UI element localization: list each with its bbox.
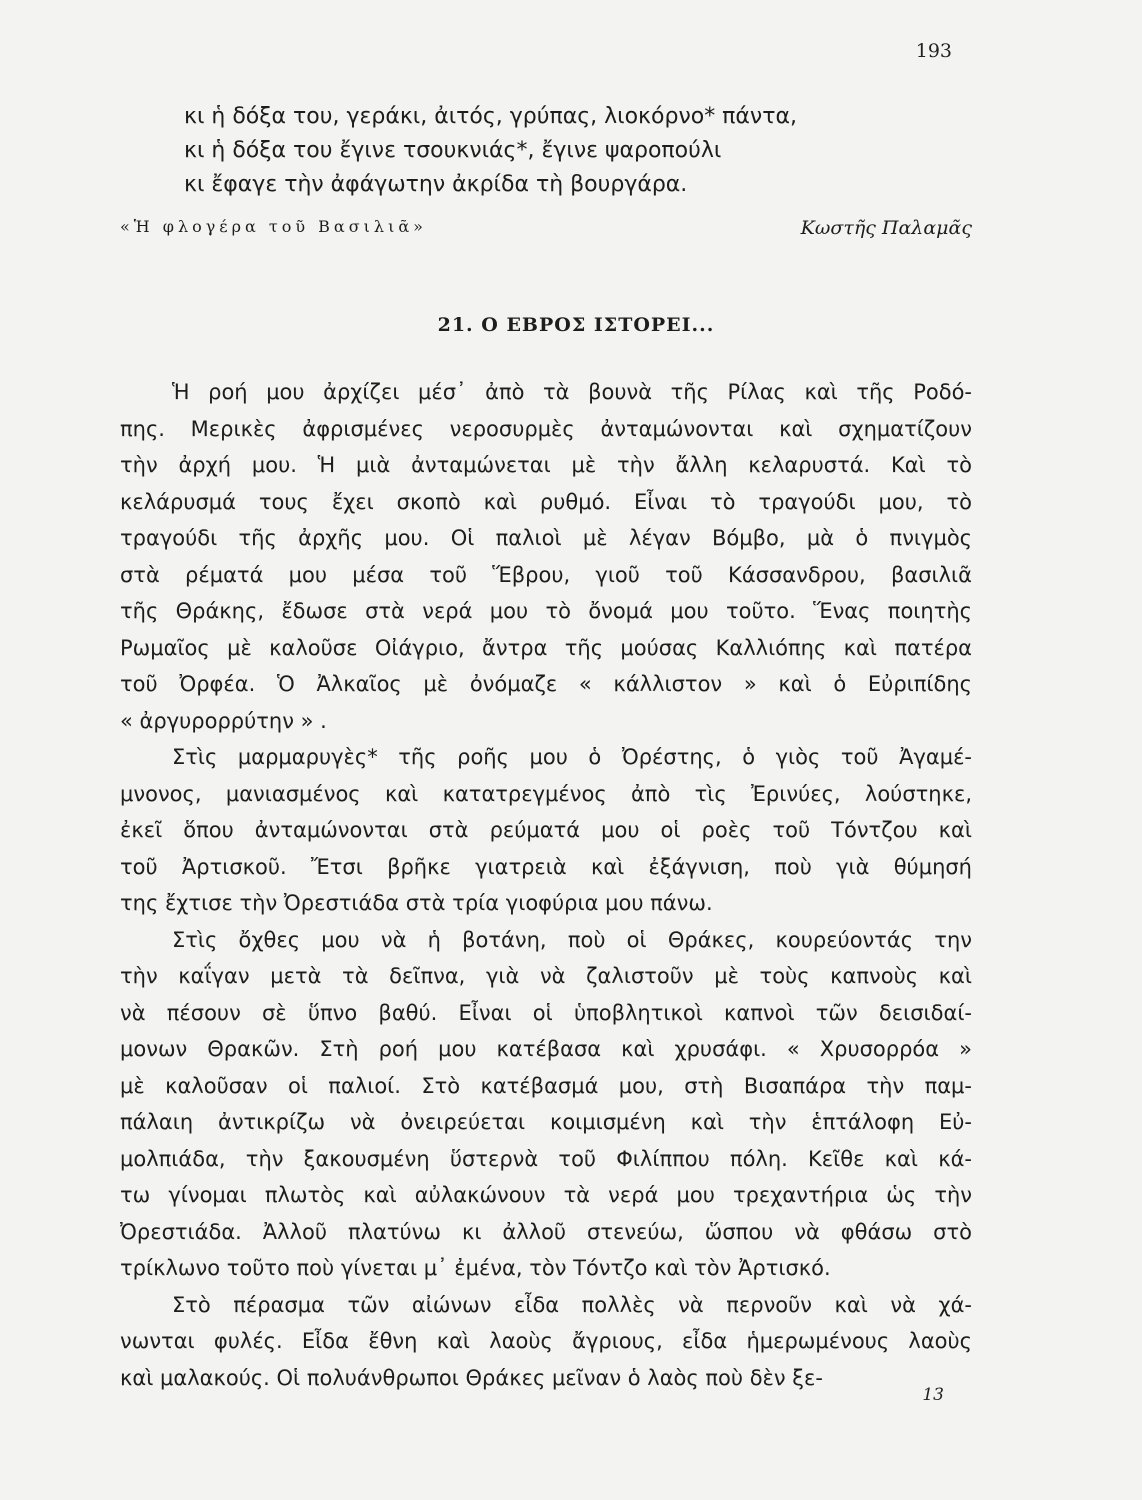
text-line: τω γίνομαι πλωτὸς καὶ αὐλακώνουν τὰ νερά μου τρεχαντήρια ὡς τὴν	[120, 1183, 972, 1207]
text-line: μνονος, μανιασμένος καὶ κατατρεγμένος ἀπὸ τὶς Ἐρινύες, λούστηκε,	[120, 781, 972, 806]
text-line: τὴν ἀρχή μου. Ἡ μιὰ ἀνταμώνεται μὲ τὴν ἄλλη κελαρυστά. Καὶ τὸ	[120, 453, 972, 477]
page-number: 193	[915, 40, 952, 62]
text-line: της ἔχτισε τὴν Ὀρεστιάδα στὰ τρία γιοφύρια μου πάνω.	[120, 891, 713, 915]
text-line: μὲ καλοῦσαν οἱ παλιοί. Στὸ κατέβασμά μου, στὴ Βισαπάρα τὴν παμ-	[120, 1073, 972, 1098]
text-line: στὰ ρέματά μου μέσα τοῦ Ἕβρου, γιοῦ τοῦ Κάσσανδρου, βασιλιᾶ	[120, 562, 972, 587]
text-line: νὰ πέσουν σὲ ὕπνο βαθύ. Εἶναι οἱ ὑποβλητικοὶ καπνοὶ τῶν δεισιδαί-	[120, 1000, 972, 1025]
text-line: τραγούδι τῆς ἀρχῆς μου. Οἱ παλιοὶ μὲ λέγαν Βόμβο, μὰ ὁ πνιγμὸς	[120, 526, 972, 550]
text-line: Στὸ πέρασμα τῶν αἰώνων εἶδα πολλὲς νὰ περνοῦν καὶ νὰ χά-	[172, 1292, 972, 1317]
text-line: τρίκλωνο τοῦτο ποὺ γίνεται μ᾽ ἐμένα, τὸν Τόντζο καὶ τὸν Ἀρτισκό.	[120, 1256, 831, 1280]
text-line: νωνται φυλές. Εἶδα ἔθνη καὶ λαοὺς ἄγριους, εἶδα ἡμερωμένους λαοὺς	[120, 1329, 972, 1353]
text-line: τὴν καΐγαν μετὰ τὰ δεῖπνα, γιὰ νὰ ζαλιστοῦν μὲ τοὺς καπνοὺς καὶ	[120, 964, 972, 988]
text-line: Στὶς μαρμαρυγὲς* τῆς ροῆς μου ὁ Ὀρέστης, ὁ γιὸς τοῦ Ἀγαμέ-	[172, 745, 972, 769]
text-line: τοῦ Ὀρφέα. Ὁ Ἀλκαῖος μὲ ὀνόμαζε « κάλλιστον » καὶ ὁ Εὐριπίδης	[120, 672, 972, 696]
text-line: Ἡ ροή μου ἀρχίζει μέσ᾽ ἀπὸ τὰ βουνὰ τῆς Ρίλας καὶ τῆς Ροδό-	[172, 380, 972, 404]
paragraph	[120, 922, 972, 1287]
text-line: ἐκεῖ ὅπου ἀνταμώνονται στὰ ρεύματά μου οἱ ροὲς τοῦ Τόντζου καὶ	[120, 818, 972, 842]
text-line: πης. Μερικὲς ἀφρισμένες νεροσυρμὲς ἀνταμώνονται καὶ σχηματίζουν	[120, 416, 972, 441]
signature-mark: 13	[922, 1385, 944, 1405]
paragraph	[120, 739, 972, 922]
paragraph	[120, 374, 972, 739]
poem-excerpt	[184, 100, 944, 202]
text-line: μονων Θρακῶν. Στὴ ροή μου κατέβασα καὶ χρυσάφι. « Χρυσορρόα »	[120, 1037, 972, 1061]
chapter-title: 21. Ο ΕΒΡΟΣ ΙΣΤΟΡΕΙ...	[437, 314, 715, 336]
poem-line: κι ἡ δόξα του, γεράκι, ἀιτός, γρύπας, λιοκόρνο* πάντα,	[184, 104, 797, 129]
text-line: « ἀργυρορρύτην » .	[120, 708, 327, 733]
text-line: μολπιάδα, τὴν ξακουσμένη ὕστερνὰ τοῦ Φιλίππου πόλη. Κεῖθε καὶ κά-	[120, 1146, 972, 1171]
chapter-body	[120, 374, 972, 1396]
text-line: πάλαιη ἀντικρίζω νὰ ὀνειρεύεται κοιμισμένη καὶ τὴν ἑπτάλοφη Εὐ-	[120, 1110, 972, 1134]
poem-source: «Ἡ φλογέρα τοῦ Βασιλιᾶ»	[120, 217, 427, 236]
poem-author: Κωστῆς Παλαμᾶς	[800, 217, 972, 239]
poem-line: κι ἡ δόξα του ἔγινε τσουκνιάς*, ἔγινε ψαροπούλι	[184, 138, 722, 163]
text-line: κελάρυσμά τους ἔχει σκοπὸ καὶ ρυθμό. Εἶναι τὸ τραγούδι μου, τὸ	[120, 489, 972, 514]
text-line: Στὶς ὄχθες μου νὰ ἡ βοτάνη, ποὺ οἱ Θράκες, κουρεύοντάς την	[172, 927, 972, 952]
paragraph	[120, 1287, 972, 1397]
text-line: τῆς Θράκης, ἔδωσε στὰ νερά μου τὸ ὄνομά μου τοῦτο. Ἕνας ποιητὴς	[120, 599, 972, 623]
poem-line: κι ἔφαγε τὴν ἀφάγωτην ἀκρίδα τὴ βουργάρα.	[184, 172, 688, 197]
poem-attribution	[120, 217, 972, 247]
text-line: Ὀρεστιάδα. Ἀλλοῦ πλατύνω κι ἀλλοῦ στενεύω, ὥσπου νὰ φθάσω στὸ	[120, 1219, 972, 1244]
text-line: τοῦ Ἀρτισκοῦ. Ἔτσι βρῆκε γιατρειὰ καὶ ἐξάγνιση, ποὺ γιὰ θύμησή	[120, 854, 972, 879]
text-line: καὶ μαλακούς. Οἱ πολυάνθρωποι Θράκες μεῖναν ὁ λαὸς ποὺ δὲν ξε-	[120, 1365, 823, 1390]
text-line: Ρωμαῖος μὲ καλοῦσε Οἰάγριο, ἄντρα τῆς μούσας Καλλιόπης καὶ πατέρα	[120, 635, 972, 660]
